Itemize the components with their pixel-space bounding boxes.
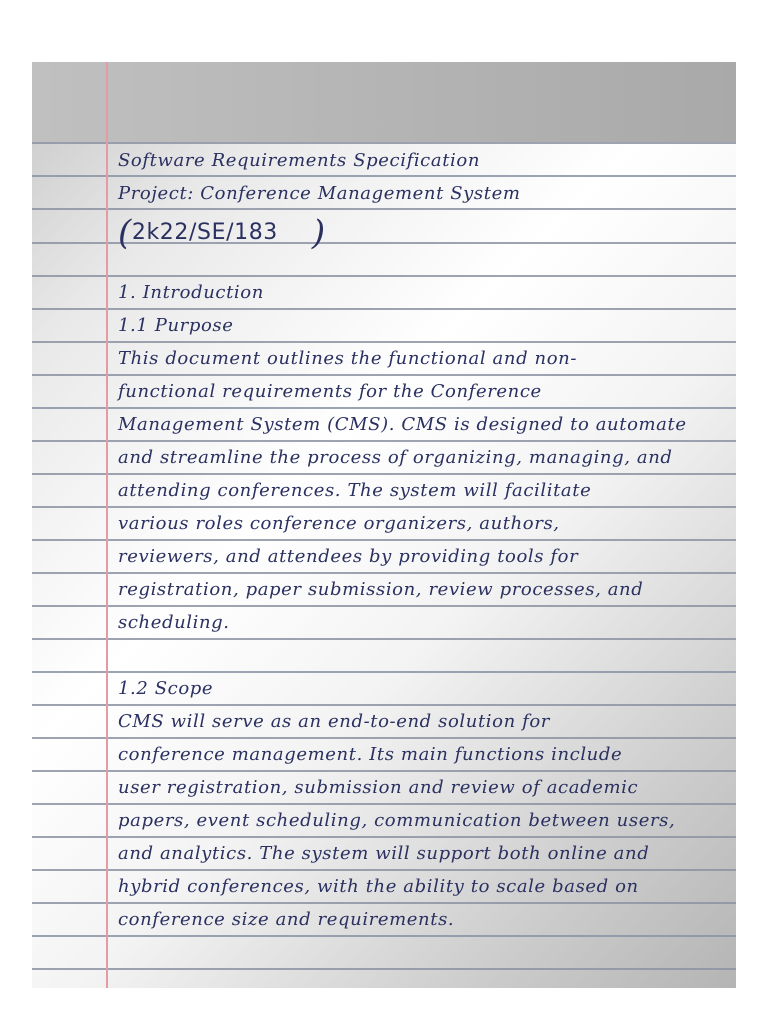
ruled-line [32, 572, 736, 574]
open-paren-glyph: ( [118, 213, 132, 253]
paragraph-line: various roles conference organizers, authors, [118, 513, 560, 534]
paragraph-line: reviewers, and attendees by providing tools for [118, 546, 579, 567]
margin-line [106, 62, 108, 988]
ruled-line [32, 506, 736, 508]
paragraph-line: user registration, submission and review of academic [118, 777, 639, 798]
paragraph-line: and streamline the process of organizing, managing, and [118, 447, 673, 468]
page-top-band [32, 62, 736, 142]
ruled-line [32, 175, 736, 177]
ruled-line [32, 473, 736, 475]
ruled-line [32, 308, 736, 310]
ruled-line [32, 605, 736, 607]
ruled-line [32, 836, 736, 838]
ruled-line [32, 803, 736, 805]
paragraph-line: Management System (CMS). CMS is designed to automate [118, 414, 687, 435]
paragraph-line: scheduling. [118, 612, 230, 633]
ruled-line [32, 968, 736, 970]
paragraph-line: hybrid conferences, with the ability to scale based on [118, 876, 639, 897]
close-paren-glyph: ) [311, 213, 326, 253]
paragraph-line: CMS will serve as an end-to-end solution for [118, 711, 550, 732]
code-text: 2k22/SE/183 [131, 220, 278, 245]
subsection-heading: 1.2 Scope [118, 678, 214, 699]
ruled-line [32, 440, 736, 442]
ruled-line [32, 902, 736, 904]
section-heading: 1. Introduction [118, 282, 264, 303]
ruled-line [32, 539, 736, 541]
ruled-line [32, 935, 736, 937]
paragraph-line: functional requirements for the Conference [118, 381, 542, 402]
ruled-line [32, 275, 736, 277]
notebook-page [32, 62, 736, 988]
student-code [118, 208, 326, 253]
document-title: Software Requirements Specification [118, 150, 481, 171]
paragraph-line: attending conferences. The system will facilitate [118, 480, 592, 501]
ruled-line [32, 407, 736, 409]
paragraph-line: This document outlines the functional and non- [118, 348, 578, 369]
subsection-heading: 1.1 Purpose [118, 315, 234, 336]
ruled-line [32, 671, 736, 673]
ruled-line [32, 869, 736, 871]
ruled-line [32, 374, 736, 376]
paragraph-line: registration, paper submission, review processes, and [118, 579, 644, 600]
paragraph-line: and analytics. The system will support both online and [118, 843, 650, 864]
ruled-line [32, 142, 736, 144]
project-line: Project: Conference Management System [118, 183, 521, 204]
ruled-line [32, 737, 736, 739]
paragraph-line: papers, event scheduling, communication between users, [118, 810, 676, 831]
ruled-line [32, 638, 736, 640]
ruled-line [32, 704, 736, 706]
ruled-line [32, 341, 736, 343]
ruled-line [32, 770, 736, 772]
paragraph-line: conference size and requirements. [118, 909, 455, 930]
paragraph-line: conference management. Its main functions include [118, 744, 623, 765]
